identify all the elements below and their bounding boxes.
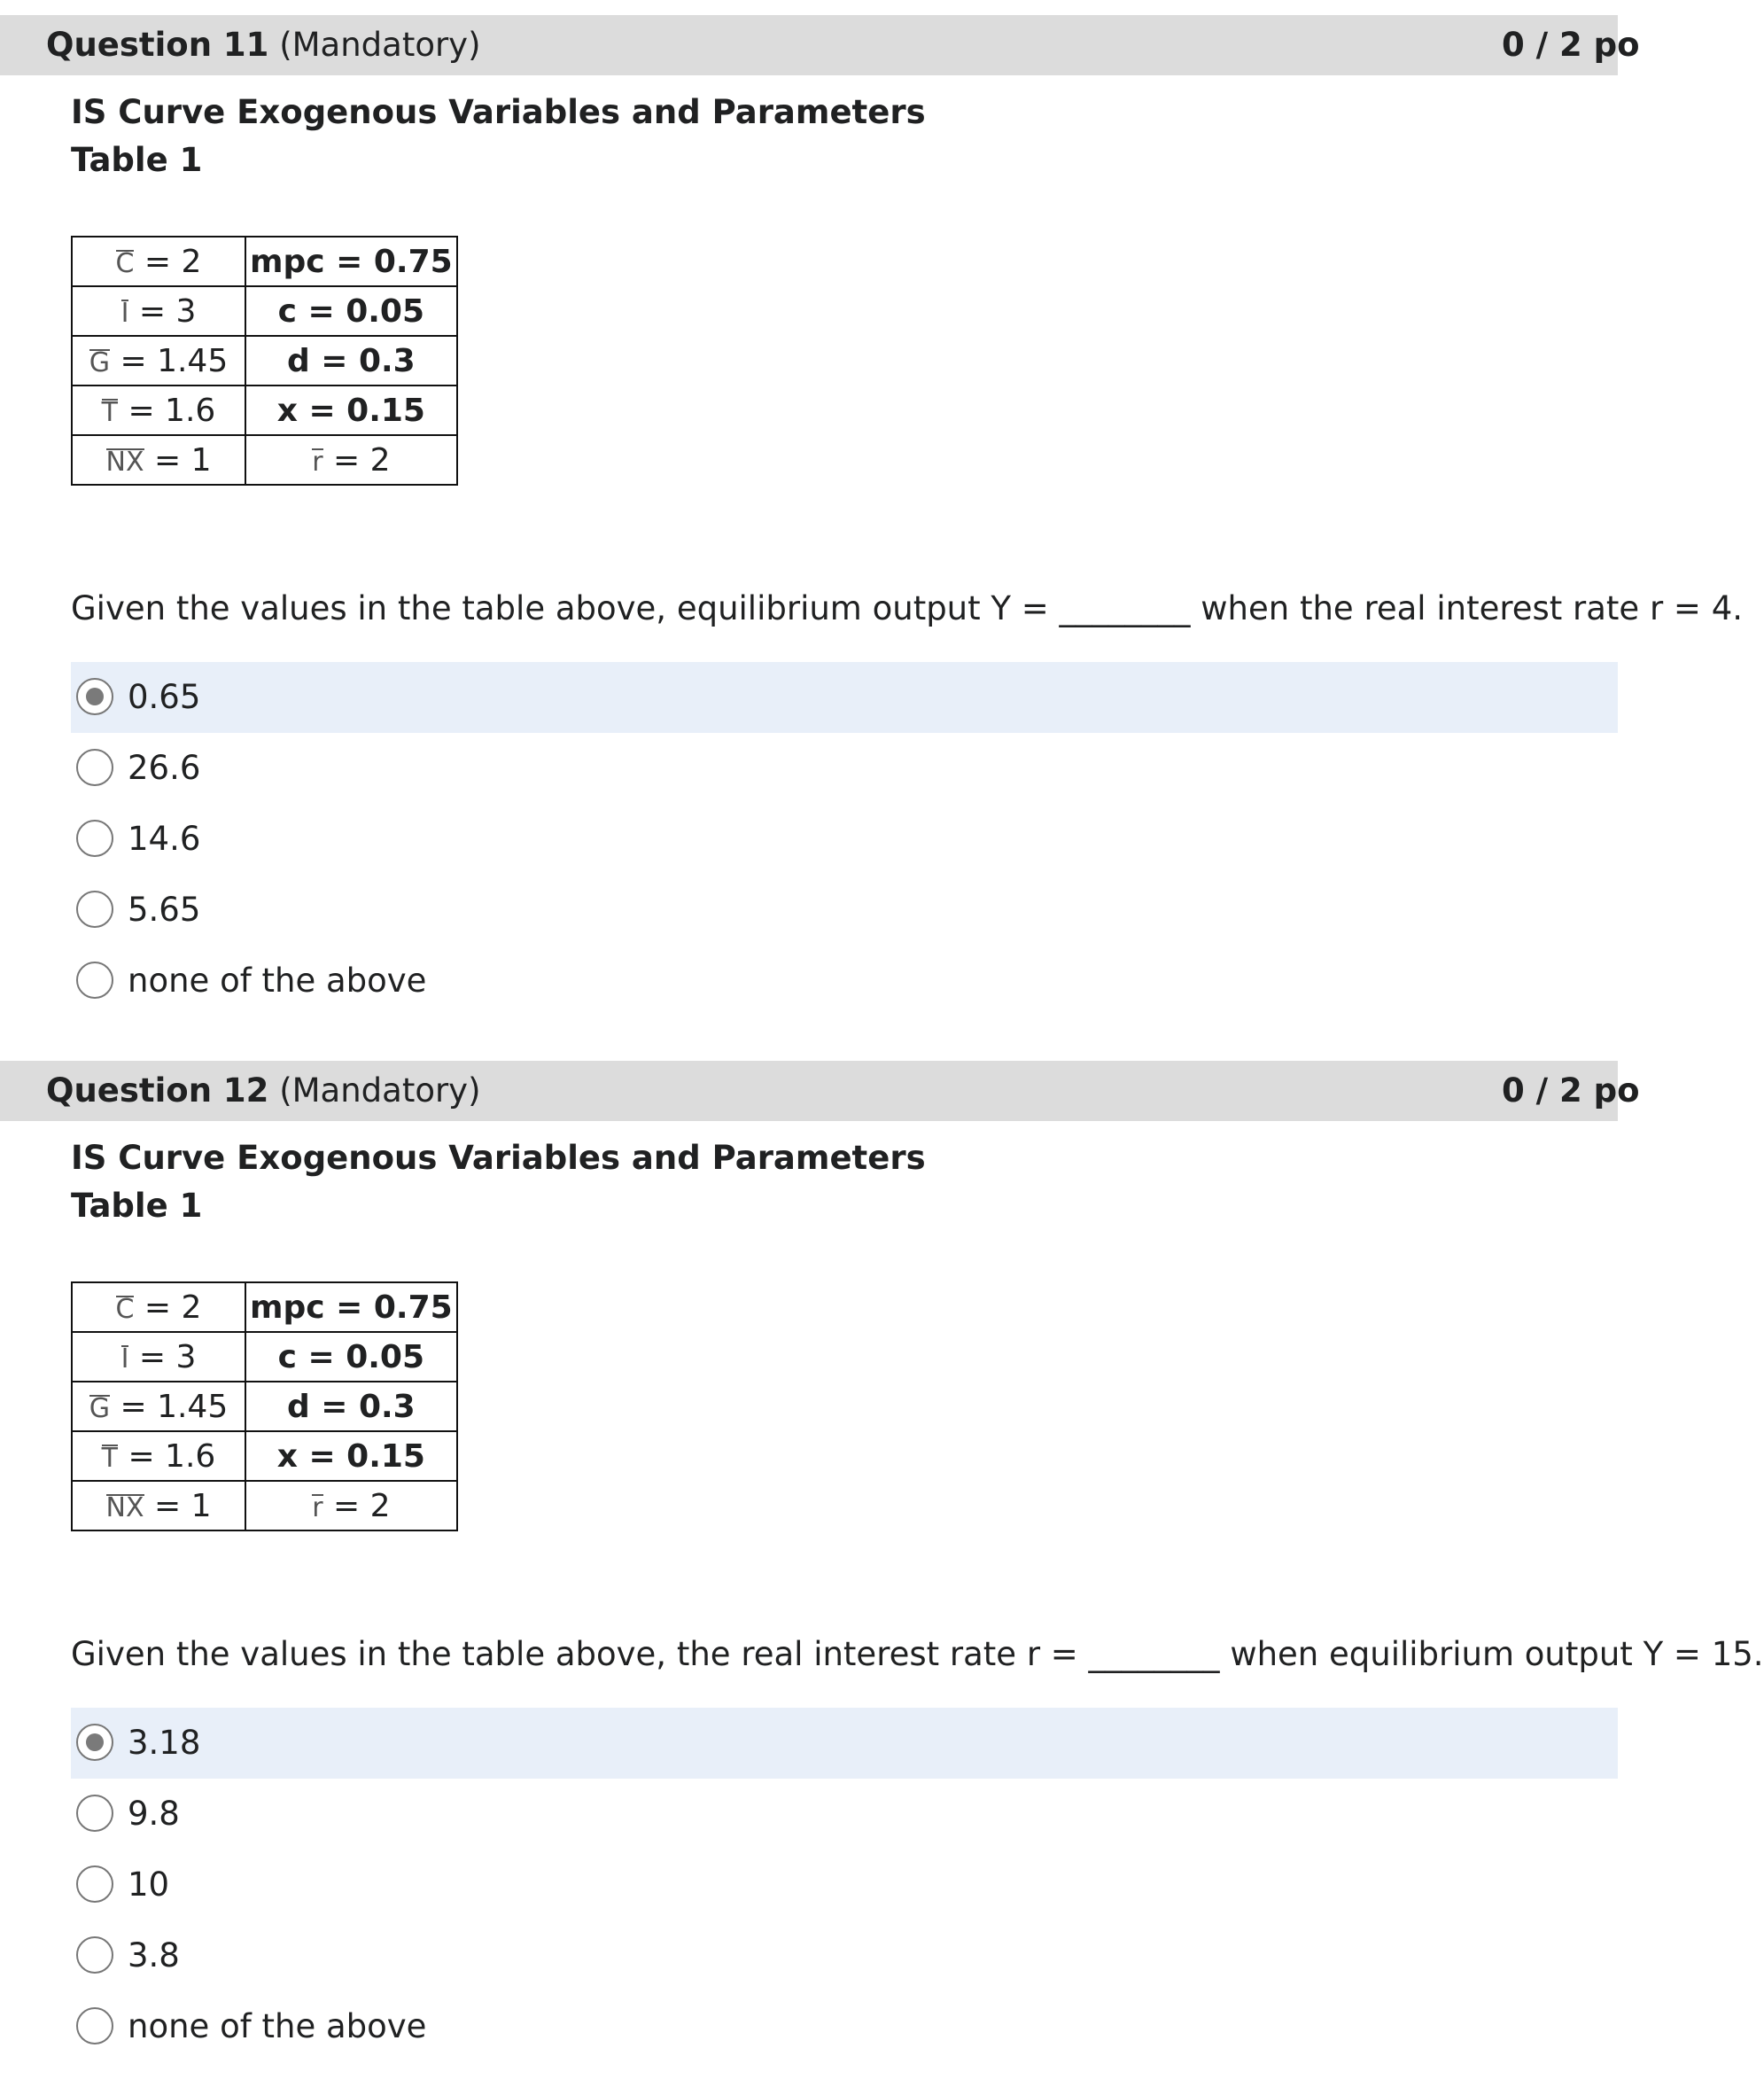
radio-selected-dot xyxy=(86,688,104,705)
table-row xyxy=(72,1382,457,1431)
table-title: Table 1 xyxy=(71,141,203,179)
option-label: 0.65 xyxy=(128,678,201,716)
answer-option[interactable] xyxy=(71,1920,1618,1991)
question-title xyxy=(46,1061,481,1121)
radio-button[interactable] xyxy=(76,1936,113,1974)
answer-option[interactable] xyxy=(71,804,1618,875)
radio-button[interactable] xyxy=(76,2007,113,2044)
table-row xyxy=(72,386,457,435)
table-cell: d = 0.3 xyxy=(245,336,457,386)
table-row xyxy=(72,286,457,336)
table-cell: T = 1.6 xyxy=(72,386,245,435)
table-cell: d = 0.3 xyxy=(245,1382,457,1431)
table-cell: I = 3 xyxy=(72,286,245,336)
radio-button[interactable] xyxy=(76,749,113,786)
table-cell: T = 1.6 xyxy=(72,1431,245,1481)
table-cell: mpc = 0.75 xyxy=(245,237,457,286)
question-heading: IS Curve Exogenous Variables and Parameters xyxy=(71,93,926,131)
answer-option[interactable] xyxy=(71,1850,1618,1920)
answer-option[interactable] xyxy=(71,946,1618,1016)
table-row xyxy=(72,1332,457,1382)
option-label: 9.8 xyxy=(128,1795,180,1833)
table-row xyxy=(72,435,457,485)
question-heading: IS Curve Exogenous Variables and Parameters xyxy=(71,1139,926,1177)
radio-button[interactable] xyxy=(76,820,113,857)
option-label: 14.6 xyxy=(128,820,201,858)
answer-option[interactable] xyxy=(71,662,1618,733)
question-points: 0 / 2 po xyxy=(1502,26,1640,64)
table-cell: C = 2 xyxy=(72,1282,245,1332)
radio-button[interactable] xyxy=(76,891,113,928)
question-header xyxy=(0,15,1640,75)
table-row xyxy=(72,336,457,386)
table-row xyxy=(72,1282,457,1332)
table-cell: C = 2 xyxy=(72,237,245,286)
question-title xyxy=(46,15,481,75)
table-cell: NX = 1 xyxy=(72,435,245,485)
parameters-table xyxy=(71,1281,458,1531)
table-cell: c = 0.05 xyxy=(245,1332,457,1382)
question-number: Question 12 xyxy=(46,1071,269,1110)
table-cell: r = 2 xyxy=(245,435,457,485)
answer-option[interactable] xyxy=(71,733,1618,804)
table-row xyxy=(72,237,457,286)
option-label: 3.18 xyxy=(128,1724,201,1762)
question-header xyxy=(0,1061,1640,1121)
option-label: 26.6 xyxy=(128,749,201,787)
radio-button[interactable] xyxy=(76,1724,113,1761)
table-cell: c = 0.05 xyxy=(245,286,457,336)
option-label: 5.65 xyxy=(128,891,201,929)
radio-button[interactable] xyxy=(76,678,113,715)
answer-option[interactable] xyxy=(71,1708,1618,1779)
table-cell: G = 1.45 xyxy=(72,1382,245,1431)
radio-selected-dot xyxy=(86,1733,104,1751)
option-label: 3.8 xyxy=(128,1936,180,1974)
question-status: (Mandatory) xyxy=(279,26,481,64)
table-cell: mpc = 0.75 xyxy=(245,1282,457,1332)
option-label: 10 xyxy=(128,1865,170,1904)
parameters-table xyxy=(71,236,458,486)
question-number: Question 11 xyxy=(46,26,269,64)
answer-option[interactable] xyxy=(71,1991,1618,2062)
question-prompt: Given the values in the table above, equilibrium output Y = ________ when the real interest rate r = 4. xyxy=(71,589,1743,627)
answer-option[interactable] xyxy=(71,1779,1618,1850)
table-title: Table 1 xyxy=(71,1187,203,1225)
table-cell: I = 3 xyxy=(72,1332,245,1382)
table-row xyxy=(72,1431,457,1481)
question-prompt: Given the values in the table above, the real interest rate r = ________ when equilibrium output Y = 15. xyxy=(71,1635,1764,1673)
question-status: (Mandatory) xyxy=(279,1071,481,1110)
radio-button[interactable] xyxy=(76,962,113,999)
table-row xyxy=(72,1481,457,1530)
question-points: 0 / 2 po xyxy=(1502,1071,1640,1110)
table-cell: NX = 1 xyxy=(72,1481,245,1530)
answer-option[interactable] xyxy=(71,875,1618,946)
table-cell: x = 0.15 xyxy=(245,386,457,435)
radio-button[interactable] xyxy=(76,1865,113,1903)
radio-button[interactable] xyxy=(76,1795,113,1832)
table-cell: G = 1.45 xyxy=(72,336,245,386)
option-label: none of the above xyxy=(128,962,427,1000)
table-cell: r = 2 xyxy=(245,1481,457,1530)
option-label: none of the above xyxy=(128,2007,427,2045)
table-cell: x = 0.15 xyxy=(245,1431,457,1481)
